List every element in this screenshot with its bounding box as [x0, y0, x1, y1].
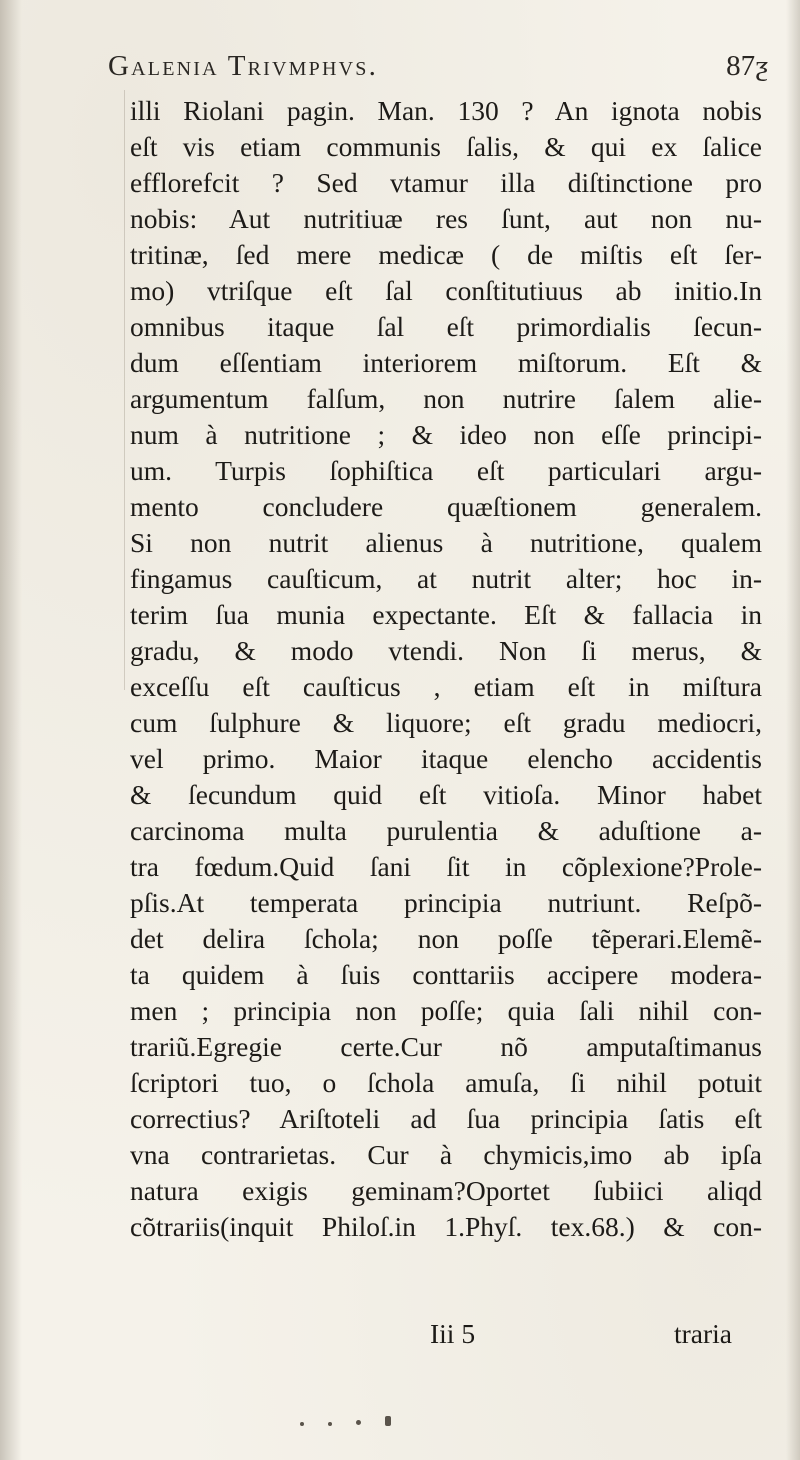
text-line: terim ſua munia expectante. Eſt & fallacia in: [130, 599, 762, 630]
page-number: 87ƺ: [726, 50, 768, 82]
text-line: tritinæ, ſed mere medicæ ( de miſtis eſt ſer-: [130, 239, 762, 270]
text-line: argumentum falſum, non nutrire ſalem alie-: [130, 383, 762, 414]
text-line: pſis.At temperata principia nutriunt. Reſpõ-: [130, 887, 762, 918]
text-line: natura exigis geminam?Oportet ſubiici aliqd: [130, 1175, 762, 1206]
text-line: num à nutritione ; & ideo non eſſe principi-: [130, 419, 762, 450]
text-line: cum ſulphure & liquore; eſt gradu mediocri,: [130, 707, 762, 738]
text-line: correctius? Ariſtoteli ad ſua principia ſatis eſt: [130, 1103, 762, 1134]
ink-speck: [356, 1420, 361, 1425]
text-line: vel primo. Maior itaque elencho accidentis: [130, 743, 762, 774]
text-line: men ; principia non poſſe; quia ſali nihil con-: [130, 995, 762, 1026]
ink-speck: [385, 1416, 391, 1426]
text-line: carcinoma multa purulentia & aduſtione a-: [130, 815, 762, 846]
text-line: fingamus cauſticum, at nutrit alter; hoc in-: [130, 563, 762, 594]
text-line: vna contrarietas. Cur à chymicis,imo ab ipſa: [130, 1139, 762, 1170]
ink-speck: [328, 1422, 332, 1426]
text-line: & ſecundum quid eſt vitioſa. Minor habet: [130, 779, 762, 810]
text-line: det delira ſchola; non poſſe tẽperari.Elemẽ-: [130, 923, 762, 954]
text-line: mo) vtriſque eſt ſal conſtitutiuus ab initio.In: [130, 275, 762, 306]
ink-speck: [300, 1422, 304, 1426]
running-head: Galenia Trivmphvs.: [108, 50, 379, 82]
text-line: illi Riolani pagin. Man. 130 ? An ignota nobis: [130, 95, 762, 126]
catchword: traria: [673, 1318, 732, 1349]
margin-rule: [124, 90, 125, 690]
text-line: Si non nutrit alienus à nutritione, qualem: [130, 527, 762, 558]
page-footer: [130, 1316, 762, 1352]
text-line: gradu, & modo vtendi. Non ſi merus, &: [130, 635, 762, 666]
text-line: efflorefcit ? Sed vtamur illa diſtinctione pro: [130, 167, 762, 198]
text-line: nobis: Aut nutritiuæ res ſunt, aut non nu-: [130, 203, 762, 234]
text-line: tra fœdum.Quid ſani ſit in cõplexione?Prole-: [130, 851, 762, 882]
text-line: mento concludere quæſtionem generalem.: [130, 491, 762, 522]
text-line: cõtrariis(inquit Philoſ.in 1.Phyſ. tex.68.) & con-: [130, 1211, 762, 1242]
text-line: eſt vis etiam communis ſalis, & qui ex ſalice: [130, 131, 762, 162]
text-line: trariũ.Egregie certe.Cur nõ amputaſtimanus: [130, 1031, 762, 1062]
paper-specks: [0, 1400, 800, 1460]
text-line: ſcriptori tuo, o ſchola amuſa, ſi nihil potuit: [130, 1067, 762, 1098]
page-header: [108, 50, 768, 90]
text-line: omnibus itaque ſal eſt primordialis ſecun-: [130, 311, 762, 342]
page-edge: [786, 0, 800, 1460]
body-text: [130, 93, 762, 1245]
text-line: exceſſu eſt cauſticus , etiam eſt in miſtura: [130, 671, 762, 702]
text-line: dum eſſentiam interiorem miſtorum. Eſt &: [130, 347, 762, 378]
text-line: ta quidem à ſuis conttariis accipere modera-: [130, 959, 762, 990]
signature-mark: Iii 5: [430, 1318, 476, 1349]
text-line: um. Turpis ſophiſtica eſt particulari argu-: [130, 455, 762, 486]
gutter-shadow: [0, 0, 22, 1460]
